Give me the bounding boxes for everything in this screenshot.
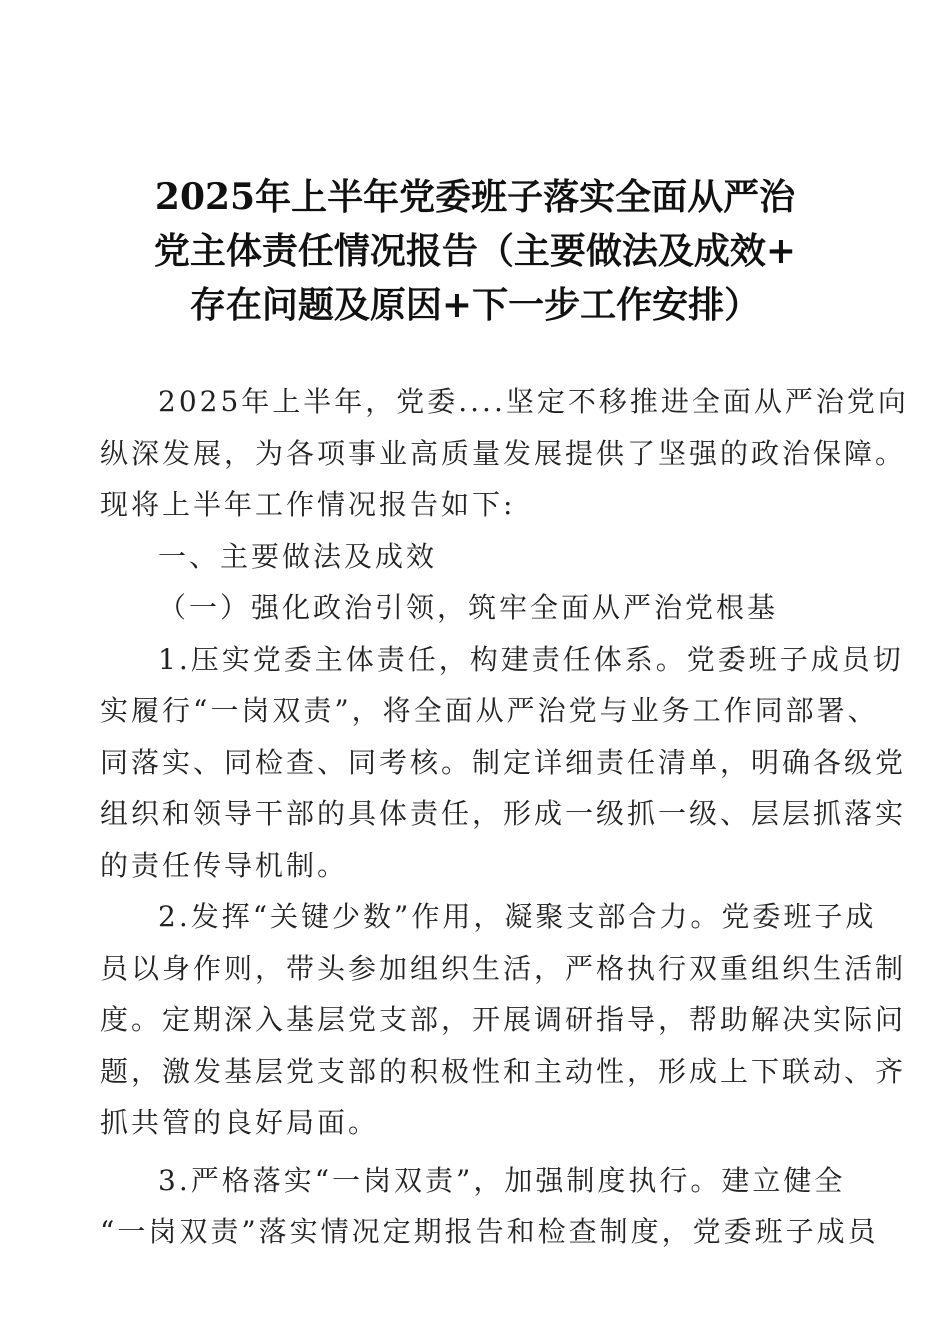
intro-paragraph-line: 现将上半年工作情况报告如下: [100, 488, 516, 521]
item-1-line: 的责任传导机制。 [100, 848, 349, 882]
document-title [100, 170, 850, 332]
item-1-line: 组织和领导干部的具体责任，形成一级抓一级、层层抓落实 [100, 797, 907, 830]
item-1-line: 1.压实党委主体责任，构建责任体系。党委班子成员切 [158, 642, 904, 676]
item-2-line: 度。定期深入基层党支部，开展调研指导，帮助解决实际问 [100, 1003, 907, 1036]
intro-paragraph-line: 2025年上半年，党委....坚定不移推进全面从严治党向 [158, 385, 909, 418]
item-1-line: 实履行“一岗双责”，将全面从严治党与业务工作同部署、 [100, 694, 879, 727]
title-line: 党主体责任情况报告（主要做法及成效+ [153, 230, 797, 272]
item-2-line: 2.发挥“关键少数”作用，凝聚支部合力。党委班子成 [158, 900, 877, 933]
subsection-heading: （一）强化政治引领，筑牢全面从严治党根基 [158, 591, 779, 624]
document-body [100, 376, 909, 1258]
item-3-line: 3.严格落实“一岗双责”，加强制度执行。建立健全 [158, 1163, 846, 1197]
intro-paragraph-line: 纵深发展，为各项事业高质量发展提供了坚强的政治保障。 [100, 436, 907, 470]
title-line: 2025年上半年党委班子落实全面从严治 [154, 176, 796, 218]
item-2-line: 抓共管的良好局面。 [100, 1106, 380, 1139]
item-3-line: “一岗双责”落实情况定期报告和检查制度，党委班子成员 [100, 1215, 879, 1248]
title-line: 存在问题及原因+下一步工作安排） [189, 284, 761, 326]
section-heading: 一、主要做法及成效 [158, 539, 438, 573]
item-2-line: 员以身作则，带头参加组织生活，严格执行双重组织生活制 [100, 951, 907, 985]
item-1-line: 同落实、同检查、同考核。制定详细责任清单，明确各级党 [100, 745, 907, 779]
item-2-line: 题，激发基层党支部的积极性和主动性，形成上下联动、齐 [100, 1054, 907, 1088]
